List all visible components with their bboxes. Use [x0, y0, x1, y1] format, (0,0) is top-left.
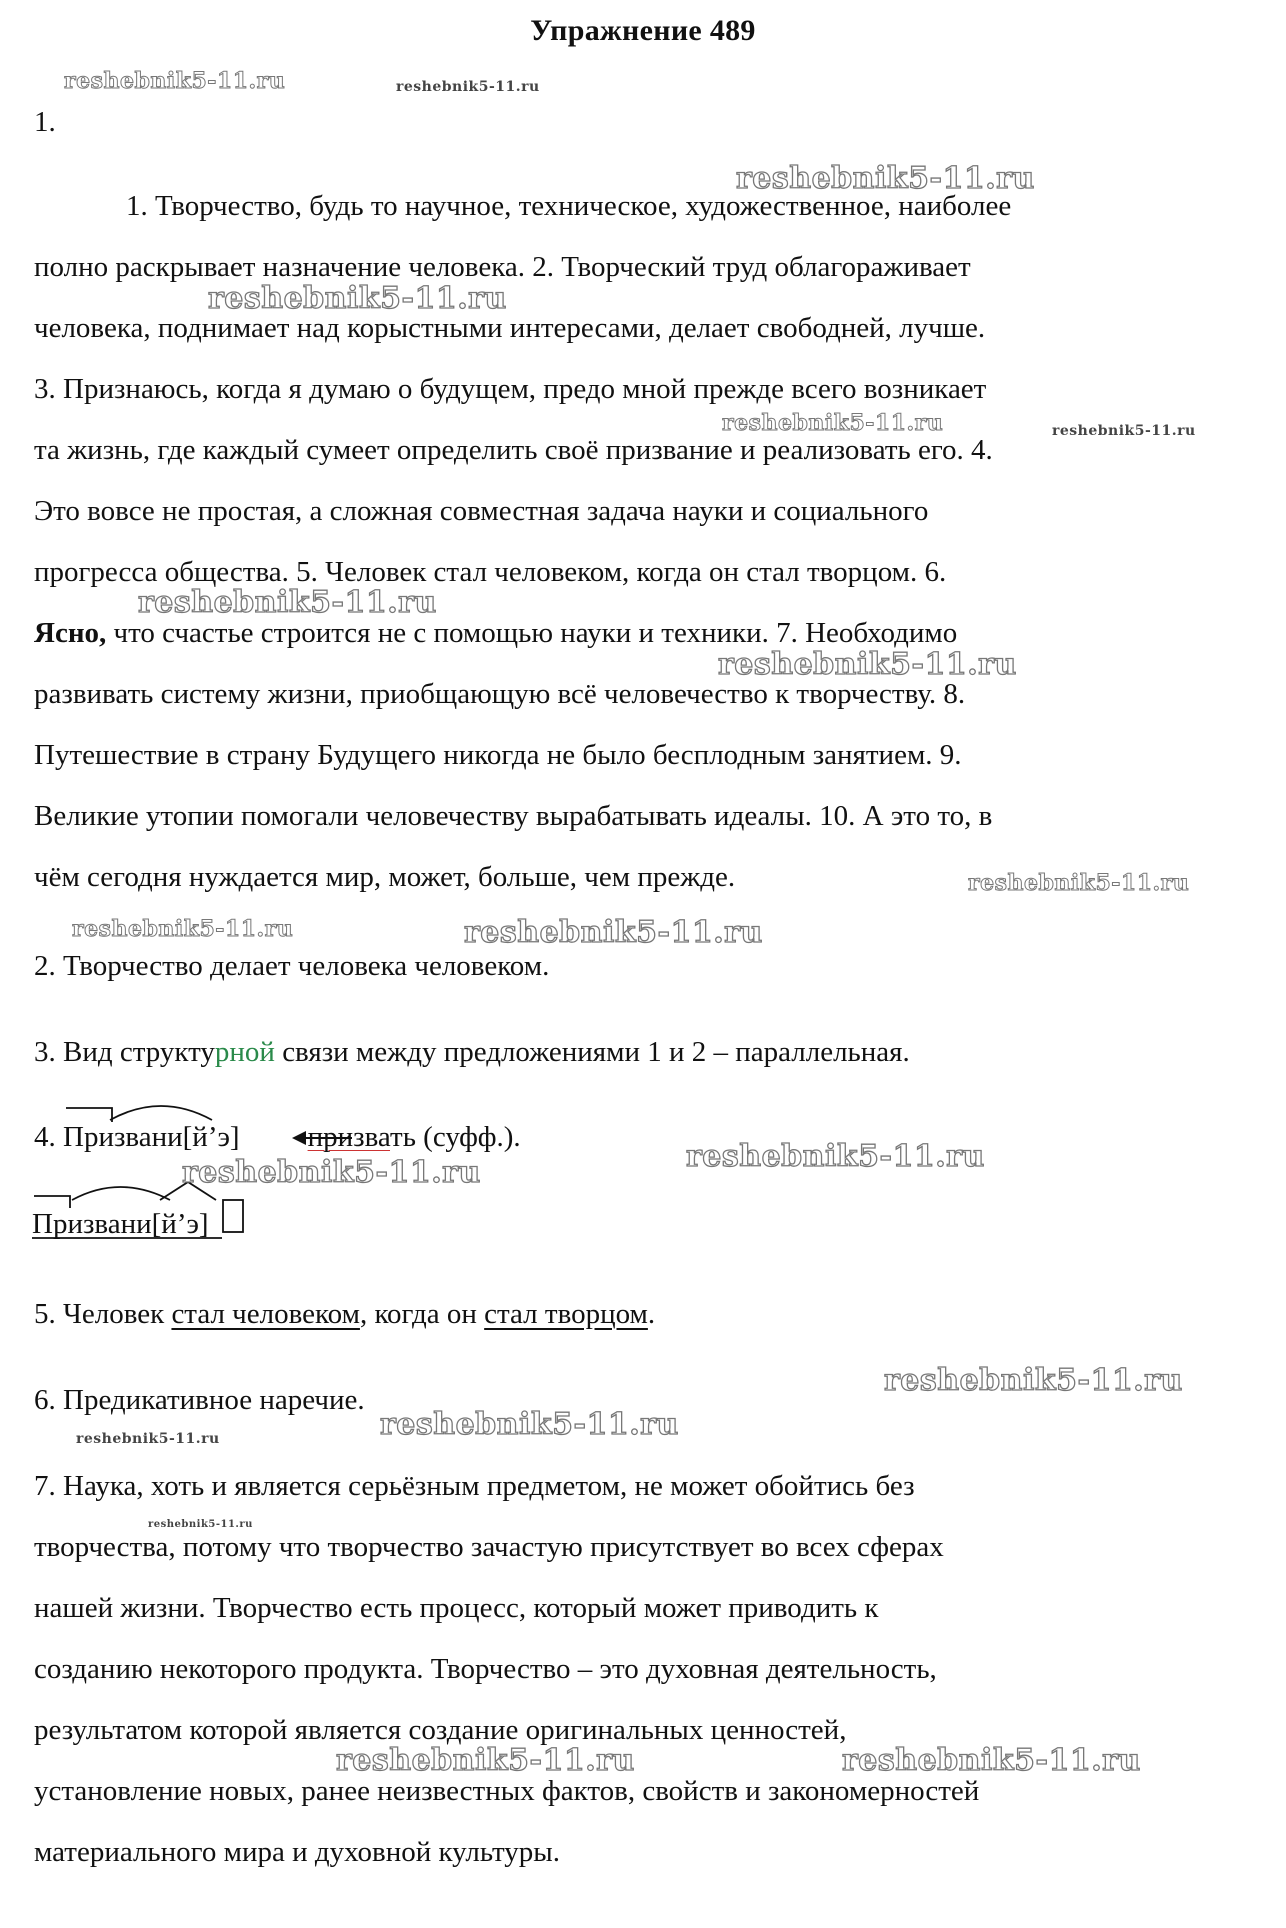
task1-line-3: человека, поднимает над корыстными интересами, делает свободней, лучше. [34, 312, 986, 344]
task4-parse: Призвани[й’э] [32, 1208, 209, 1240]
watermark: reshebnik5-11.ru [736, 161, 1035, 196]
bold-word: Ясно, [34, 617, 107, 649]
task1-line-12: чём сегодня нуждается мир, может, больше, чем прежде. [34, 861, 736, 893]
morpheme-parse-marks-icon [30, 1178, 260, 1258]
watermark: reshebnik5-11.ru [76, 1431, 220, 1447]
task6-text: 6. Предикативное наречие. [34, 1384, 365, 1416]
task4-source-a: призва [307, 1121, 391, 1153]
task7-line-6: установление новых, ранее неизвестных фактов, свойств и закономерностей [34, 1775, 980, 1807]
watermark: reshebnik5-11.ru [722, 410, 944, 436]
task5-part-b: , когда он [359, 1298, 485, 1330]
task7-line-2: творчества, потому что творчество зачастую присутствует во всех сферах [34, 1531, 944, 1563]
task4-source-b: ть [390, 1121, 416, 1153]
task1-line-1: 1. Творчество, будь то научное, техническое, художественное, наиболее [126, 190, 1012, 222]
task4-note: (суфф.). [415, 1121, 521, 1153]
task1-line-10: Путешествие в страну Будущего никогда не было бесплодным занятием. 9. [34, 739, 962, 771]
watermark: reshebnik5-11.ru [208, 281, 507, 316]
task7-line-4: созданию некоторого продукта. Творчество – это духовная деятельность, [34, 1653, 937, 1685]
watermark: reshebnik5-11.ru [718, 647, 1017, 682]
task1-line-9: развивать систему жизни, приобщающую всё человечество к творчеству. 8. [34, 678, 966, 710]
watermark: reshebnik5-11.ru [336, 1743, 635, 1778]
arrow-left-icon [292, 1128, 354, 1148]
watermark: reshebnik5-11.ru [842, 1743, 1141, 1778]
watermark: reshebnik5-11.ru [1052, 423, 1196, 439]
task3-text [34, 1038, 910, 1067]
task5-text [34, 1300, 655, 1329]
watermark: reshebnik5-11.ru [72, 916, 294, 942]
prefix-mark-icon [64, 1104, 114, 1124]
task1-line-8-rest: что счастье строится не с помощью науки и техники. 7. Необходимо [106, 617, 958, 649]
predicate-2: стал творцом [484, 1298, 648, 1330]
watermark: reshebnik5-11.ru [968, 870, 1190, 896]
watermark: reshebnik5-11.ru [686, 1139, 985, 1174]
task3-part-c: связи между предложениями 1 и 2 – параллельная. [274, 1036, 910, 1068]
task1-line-5: та жизнь, где каждый сумеет определить своё призвание и реализовать его. 4. [34, 434, 993, 466]
watermark: reshebnik5-11.ru [182, 1155, 481, 1190]
task1-line-2: полно раскрывает назначение человека. 2. Творческий труд облагораживает [34, 251, 971, 283]
watermark: reshebnik5-11.ru [396, 79, 540, 95]
task7-line-1: 7. Наука, хоть и является серьёзным предметом, не может обойтись без [34, 1470, 915, 1502]
task7-line-3: нашей жизни. Творчество есть процесс, который может приводить к [34, 1592, 879, 1624]
task3-part-b: рной [214, 1036, 275, 1068]
watermark: reshebnik5-11.ru [138, 585, 437, 620]
predicate-1: стал человеком [171, 1298, 360, 1330]
task4-line [34, 1123, 521, 1152]
task3-part-a: 3. Вид структу [34, 1036, 215, 1068]
watermark: reshebnik5-11.ru [380, 1407, 679, 1442]
task1-line-7: прогресса общества. 5. Человек стал человеком, когда он стал творцом. 6. [34, 556, 947, 588]
task1-number: 1. [34, 106, 56, 138]
task1-line-8 [34, 619, 957, 648]
task4-word: Призвани[й’э] [63, 1121, 240, 1153]
task5-part-c: . [647, 1298, 656, 1330]
task1-line-6: Это вовсе не простая, а сложная совместная задача науки и социального [34, 495, 929, 527]
task1-line-4: 3. Признаюсь, когда я думаю о будущем, предо мной прежде всего возникает [34, 373, 987, 405]
task7-line-7: материального мира и духовной культуры. [34, 1836, 561, 1868]
root-arc-icon [106, 1098, 216, 1122]
task1-line-11: Великие утопии помогали человечеству вырабатывать идеалы. 10. А это то, в [34, 800, 993, 832]
task4-number: 4. [34, 1121, 63, 1153]
watermark: reshebnik5-11.ru [884, 1363, 1183, 1398]
task7-line-5: результатом которой является создание оригинальных ценностей, [34, 1714, 847, 1746]
watermark: reshebnik5-11.ru [464, 915, 763, 950]
watermark: reshebnik5-11.ru [64, 68, 286, 94]
watermark: reshebnik5-11.ru [148, 1519, 253, 1530]
task2-text: 2. Творчество делает человека человеком. [34, 950, 550, 982]
exercise-title: Упражнение 489 [530, 14, 756, 47]
task5-part-a: 5. Человек [34, 1298, 172, 1330]
